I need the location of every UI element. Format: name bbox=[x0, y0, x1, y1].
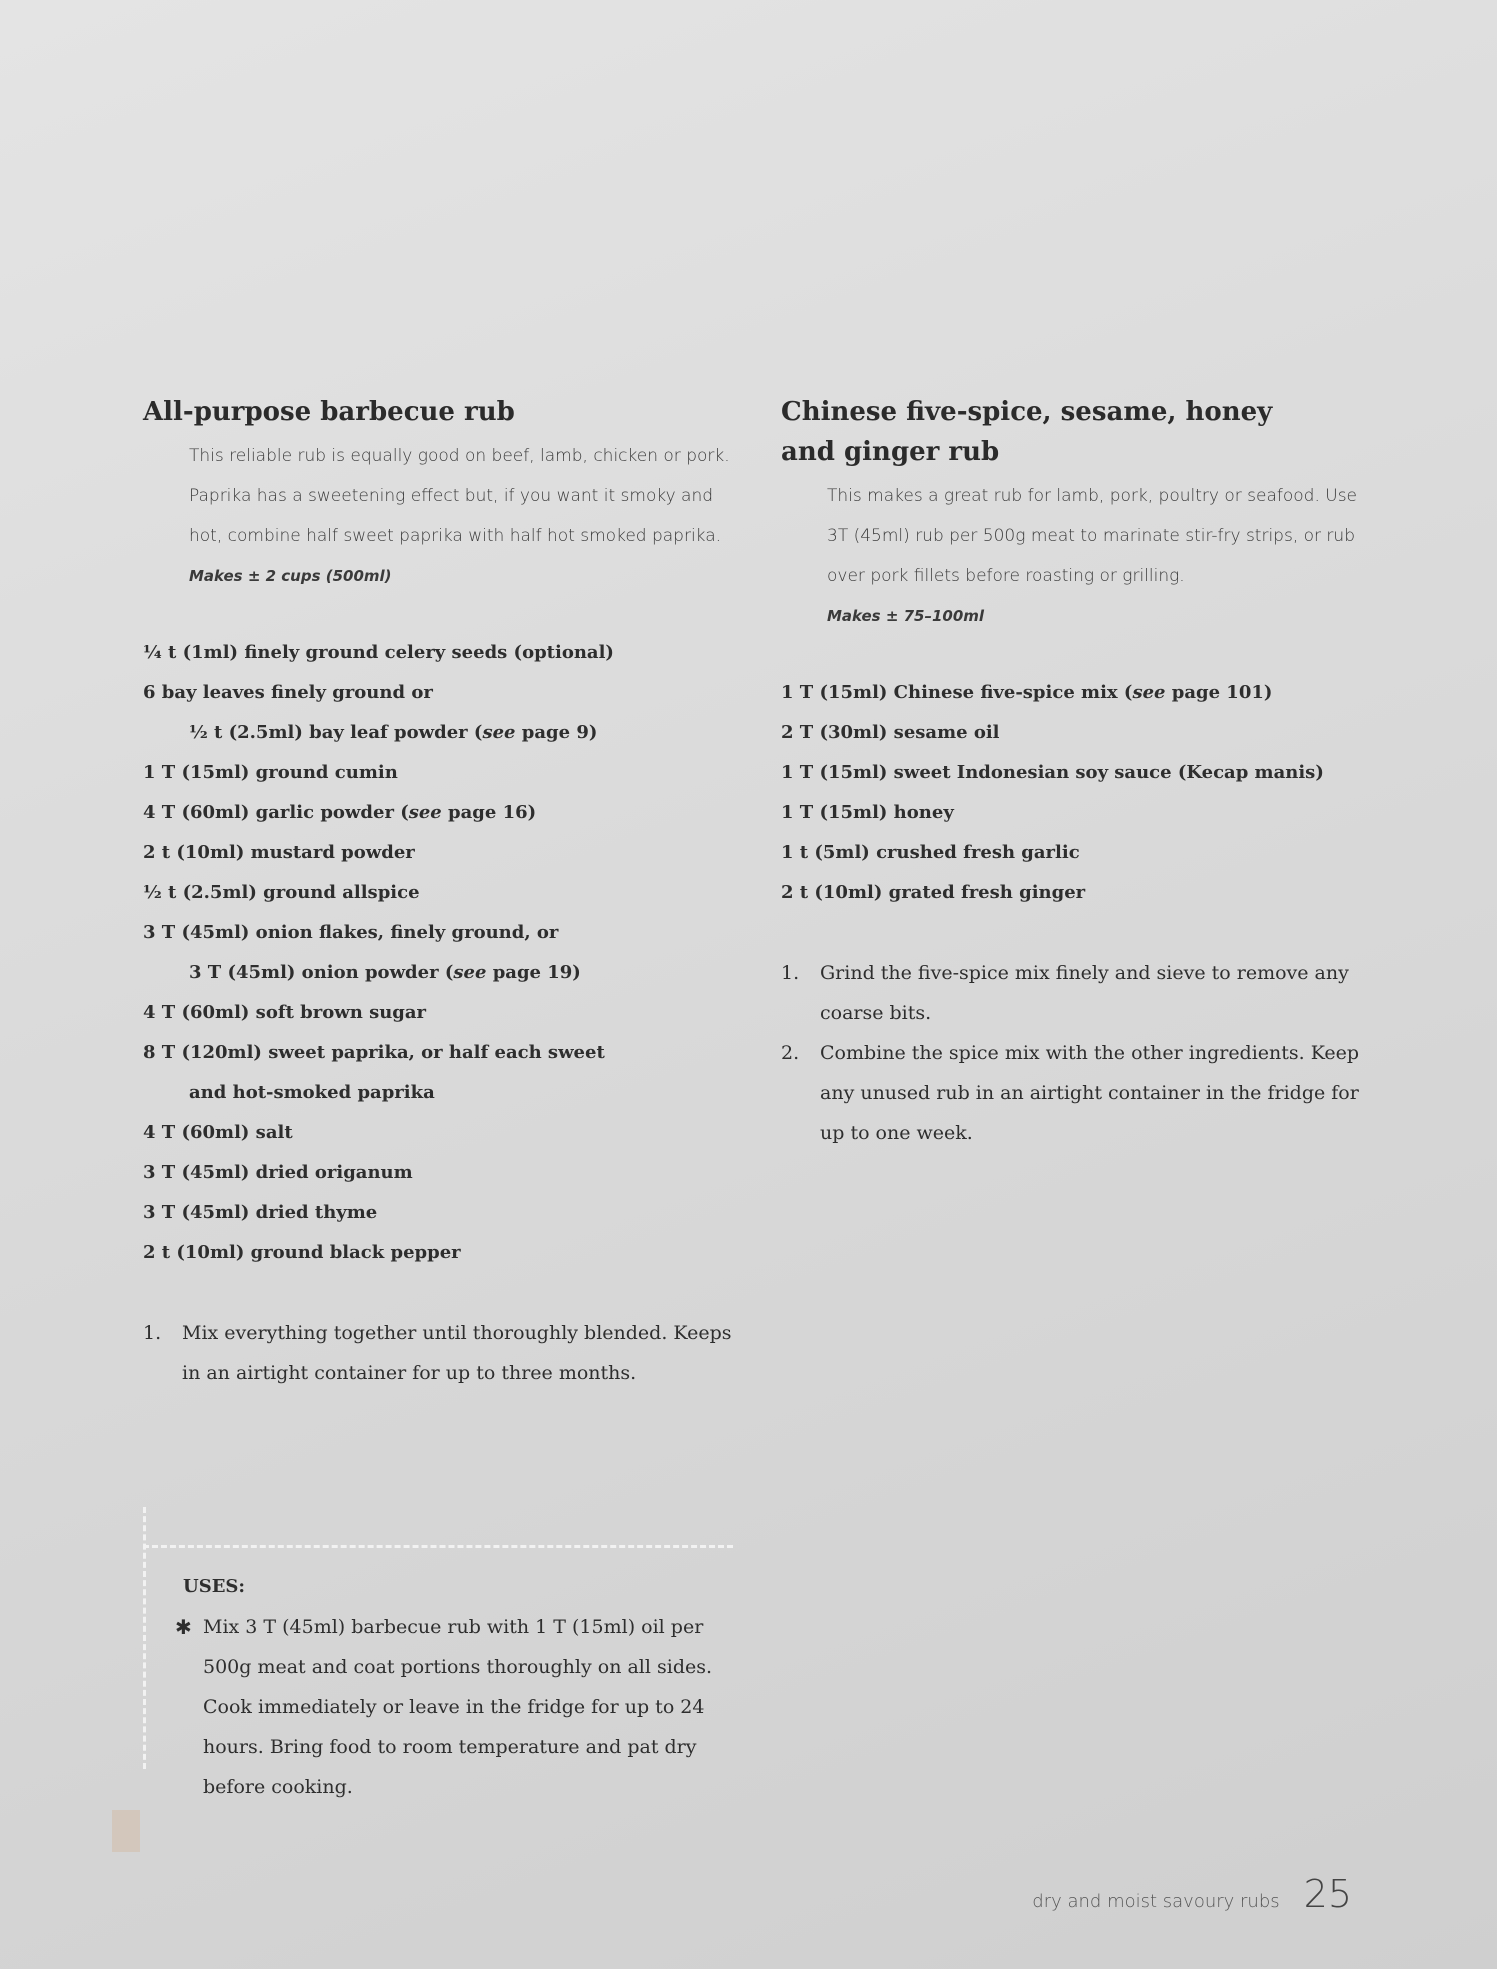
ingredient-item: 3 T (45ml) dried thyme bbox=[143, 1202, 378, 1223]
ingredient-list bbox=[781, 673, 1361, 913]
step-text: Grind the five-spice mix finely and sieve to remove any coarse bits. bbox=[820, 962, 1349, 1024]
ingredient-item: 2 t (10ml) mustard powder bbox=[143, 842, 415, 863]
left-recipe bbox=[143, 392, 733, 1393]
ingredient-item: 3 T (45ml) dried origanum bbox=[143, 1162, 413, 1183]
corner-accent-block bbox=[112, 1810, 140, 1852]
asterisk-bullet-icon: ✱ bbox=[175, 1615, 192, 1639]
dashed-border-left bbox=[143, 1507, 146, 1769]
method-step bbox=[781, 1033, 1361, 1153]
uses-title: USES: bbox=[183, 1576, 246, 1597]
step-text: Mix everything together until thoroughly blended. Keeps in an airtight container for up to three months. bbox=[182, 1322, 732, 1384]
method-step bbox=[781, 953, 1361, 1033]
right-recipe bbox=[781, 392, 1361, 1153]
ingredient-item: 2 T (30ml) sesame oil bbox=[781, 722, 1000, 743]
ingredient-item: and hot-smoked paprika bbox=[189, 1082, 435, 1103]
ingredient-item: 1 T (15ml) Chinese five-spice mix (see page 101) bbox=[781, 682, 1273, 703]
ingredient-item: 8 T (120ml) sweet paprika, or half each sweet bbox=[143, 1042, 605, 1063]
step-number: 1. bbox=[781, 962, 800, 984]
ingredient-item: 1 T (15ml) sweet Indonesian soy sauce (Kecap manis) bbox=[781, 762, 1324, 783]
uses-text: Mix 3 T (45ml) barbecue rub with 1 T (15ml) oil per 500g meat and coat portions thoroughly on all sides. Cook immediately or leave in the fridge for up to 24 hours. Bring food to room temperature and pat dry before cooking. bbox=[203, 1616, 713, 1798]
step-number: 2. bbox=[781, 1042, 800, 1064]
recipe-intro: This makes a great rub for lamb, pork, poultry or seafood. Use 3T (45ml) rub per 500g meat to marinate stir-fry strips, or rub over pork fillets before roasting or grilling. bbox=[827, 486, 1358, 586]
recipe-title: All-purpose barbecue rub bbox=[143, 397, 515, 427]
ingredient-item: 1 T (15ml) honey bbox=[781, 802, 954, 823]
section-name: dry and moist savoury rubs bbox=[1032, 1891, 1280, 1912]
recipe-intro: This reliable rub is equally good on beef, lamb, chicken or pork. Paprika has a sweetening effect but, if you want it smoky and hot, combine half sweet paprika with half hot smoked paprika. bbox=[189, 446, 730, 546]
ingredient-item: 3 T (45ml) onion flakes, finely ground, or bbox=[143, 922, 559, 943]
ingredient-item: 2 t (10ml) ground black pepper bbox=[143, 1242, 461, 1263]
ingredient-item: 6 bay leaves finely ground or bbox=[143, 682, 433, 703]
recipe-yield: Makes ± 75–100ml bbox=[827, 607, 985, 625]
ingredient-list bbox=[143, 633, 733, 1273]
ingredient-item: ½ t (2.5ml) bay leaf powder (see page 9) bbox=[189, 722, 598, 743]
ingredient-item: 3 T (45ml) onion powder (see page 19) bbox=[189, 962, 581, 983]
uses-box bbox=[143, 1545, 733, 1798]
ingredient-item: 1 T (15ml) ground cumin bbox=[143, 762, 398, 783]
ingredient-item: ¼ t (1ml) finely ground celery seeds (optional) bbox=[143, 642, 614, 663]
ingredient-item: 4 T (60ml) salt bbox=[143, 1122, 293, 1143]
uses-item bbox=[175, 1607, 725, 1807]
step-number: 1. bbox=[143, 1322, 162, 1344]
page-number: 25 bbox=[1303, 1872, 1352, 1916]
step-text: Combine the spice mix with the other ingredients. Keep any unused rub in an airtight container in the fridge for up to one week. bbox=[820, 1042, 1360, 1144]
recipe-yield: Makes ± 2 cups (500ml) bbox=[189, 567, 392, 585]
dashed-border-top bbox=[143, 1545, 733, 1548]
page-footer bbox=[1032, 1872, 1352, 1916]
ingredient-item: 1 t (5ml) crushed fresh garlic bbox=[781, 842, 1080, 863]
method-list bbox=[143, 1313, 733, 1393]
method-step bbox=[143, 1313, 733, 1393]
ingredient-item: ½ t (2.5ml) ground allspice bbox=[143, 882, 420, 903]
ingredient-item: 4 T (60ml) garlic powder (see page 16) bbox=[143, 802, 537, 823]
method-list bbox=[781, 953, 1361, 1153]
recipe-title: Chinese five-spice, sesame, honey and ginger rub bbox=[781, 397, 1273, 467]
ingredient-item: 2 t (10ml) grated fresh ginger bbox=[781, 882, 1086, 903]
ingredient-item: 4 T (60ml) soft brown sugar bbox=[143, 1002, 427, 1023]
